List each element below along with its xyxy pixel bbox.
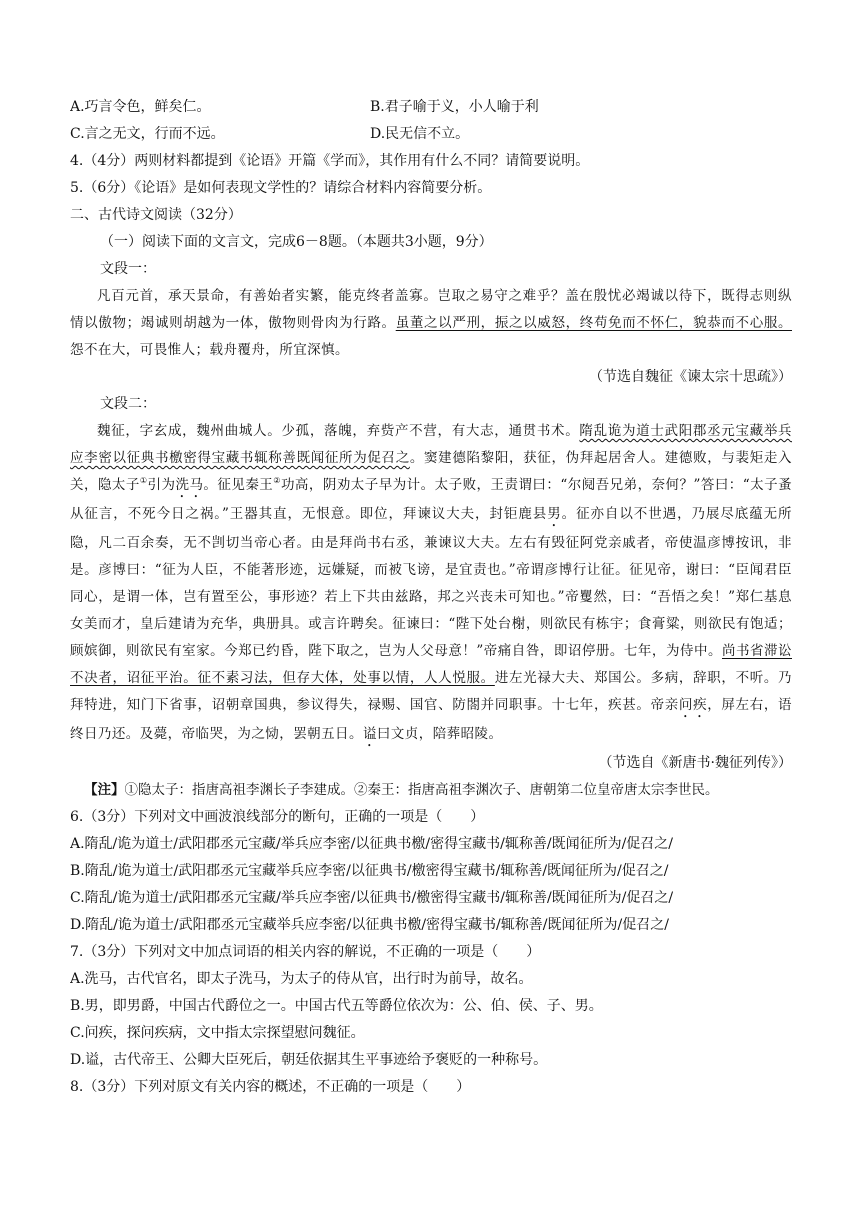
exam-page [70, 94, 792, 1101]
passage-1-part-b: 怨不在大，可畏惟人；载舟覆舟，所宜深慎。 [70, 342, 349, 358]
q3-option-a: A.巧言令色，鲜矣仁。 [70, 99, 211, 115]
dotted-word-shi: 谥 [362, 726, 377, 742]
q3-options-row-1 [70, 94, 792, 121]
passage-2-segment: 。征见秦王 [203, 477, 274, 493]
passage-1-text [70, 283, 792, 364]
note-label: 【注】 [84, 782, 125, 798]
annotation-note [70, 777, 792, 804]
subsection-1-heading: （一）阅读下面的文言文，完成6－8题。（本题共3小题，9分） [100, 234, 493, 250]
passage-2-segment: 引为 [147, 477, 176, 493]
question-4: 4.（4分）两则材料都提到《论语》开篇《学而》，其作用有什么不同？请简要说明。 [70, 153, 590, 169]
q6-option-c: C.隋乱/诡为道士/武阳郡丞元宝藏/举兵应李密/以征典书/檄密得宝藏书/辄称善/既闻征所为/促召之/ [70, 890, 674, 906]
passage-2-segment: ，屏左右，语终日乃还。及薨，帝临哭，为之恸，罢朝五日。 [70, 697, 792, 742]
section-2-title: 二、古代诗文阅读（32分） [70, 207, 242, 223]
q7-option-d: D.谥，古代帝王、公卿大臣死后，朝廷依据其生平事迹给予褒贬的一种称号。 [70, 1052, 548, 1068]
passage-2-segment: 。征亦自以不世遇，乃展尽底蕴无所隐，凡二百余奏，无不剀切当帝心者。由是拜尚书右丞，兼谏议大夫。左右有毁征阿党亲戚者，帝使温彦博按讯，非是。彦博曰：“征为人臣，不能著形迹，远嫌疑，而被飞谤，是宜责也。”帝谓彦博行让征。征见帝，谢曰：“臣闻君臣同心，是谓一体，岂有置至公，事形迹？若上下共由兹路，邦之兴丧未可知也。”帝矍然，曰：“吾悟之矣！”郑仁基息女美而才，皇后建请为充华，典册具。或言许聘矣。征谏曰：“陛下处台榭，则欲民有栋宇；食膏粱，则欲民有饱适；顾嫔御，则欲民有室家。今郑已约昏，陛下取之，岂为人父母意！”帝痛自咎，即诏停册。七年，为侍中。 [70, 506, 793, 659]
question-7-stem: 7.（3分）下列对文中加点词语的相关内容的解说，不正确的一项是（ ） [70, 944, 541, 960]
q7-option-a: A.洗马，古代官名，即太子洗马，为太子的侍从官，出行时为前导，故名。 [70, 971, 533, 987]
question-5: 5.（6分）《论语》是如何表现文学性的？请综合材料内容简要分析。 [70, 180, 492, 196]
q3-option-c: C.言之无文，行而不远。 [70, 126, 225, 142]
note-text: ①隐太子：指唐高祖李渊长子李建成。②秦王：指唐高祖李渊次子、唐朝第二位皇帝唐太宗李世民。 [124, 782, 719, 798]
passage-2-segment: 曰文贞，陪葬昭陵。 [376, 726, 503, 742]
passage-1-underlined-sentence: 虽董之以严刑，振之以威怒，终苟免而不怀仁，貌恭而不心服。 [395, 315, 792, 331]
underlined-sentence: 尚书省滞讼不决者，诏征平治。征不素习法，但存大体，处事以情，人人悦服。 [70, 643, 792, 686]
passage-2-source: （节选自《新唐书·魏征列传》） [598, 755, 792, 771]
passage-2-text [70, 418, 792, 750]
q3-option-b: B.君子喻于义，小人喻于利 [370, 99, 539, 115]
wavy-underlined-segment: 隋乱诡为道士武阳郡丞元宝藏举兵应李密以征典书檄密得宝藏书辄称善既闻征所为促召之 [70, 423, 792, 466]
passage-2-label: 文段二： [100, 396, 156, 412]
q6-option-a: A.隋乱/诡为道士/武阳郡丞元宝藏/举兵应李密/以征典书檄/密得宝藏书/辄称善/既闻征所为/促召之/ [70, 836, 674, 852]
q7-option-c: C.问疾，探问疾病，文中指太宗探望慰问魏征。 [70, 1025, 365, 1041]
passage-2-segment: 。窦建德陷黎阳，获征，伪拜起居舍人。建德败，与裴矩走入关，隐太子 [70, 450, 792, 493]
passage-2-segment: 功高，阴劝太子早为计。太子败，王责谓曰：“尔阋吾兄弟，奈何？”答曰：“太子蚤从征言，不死今日之祸。”王器其直，无恨意。即位，拜谏议大夫，封钜鹿县 [70, 477, 793, 522]
dotted-word-xima: 洗马 [175, 477, 204, 493]
note-mark-1: ① [139, 476, 148, 485]
dotted-word-nan: 男 [547, 506, 562, 522]
passage-1-source: （节选自魏征《谏太宗十思疏》） [589, 369, 792, 385]
passage-1-label: 文段一： [100, 261, 156, 277]
q3-options-row-2 [70, 121, 792, 148]
passage-1-part-a: 凡百元首，承天景命，有善始者实繁，能克终者盖寡。岂取之易守之难乎？盖在殷忧必竭诚以待下，既得志则纵情以傲物；竭诚则胡越为一体，傲物则骨肉为行路。 [70, 288, 792, 331]
question-6-stem: 6.（3分）下列对文中画波浪线部分的断句，正确的一项是（ ） [70, 809, 485, 825]
q6-option-d: D.隋乱/诡为道士/武阳郡丞元宝藏举兵应李密/以征典书檄/密得宝藏书/辄称善/既闻征所为/促召之/ [70, 917, 669, 933]
q7-option-b: B.男，即男爵，中国古代爵位之一。中国古代五等爵位依次为：公、伯、侯、子、男。 [70, 998, 603, 1014]
q6-option-b: B.隋乱/诡为道士/武阳郡丞元宝藏举兵应李密/以征典书/檄密得宝藏书/辄称善/既闻征所为/促召之/ [70, 863, 669, 879]
q3-option-d: D.民无信不立。 [370, 126, 470, 142]
question-8-stem: 8.（3分）下列对原文有关内容的概述，不正确的一项是（ ） [70, 1079, 471, 1095]
note-mark-2: ② [273, 476, 281, 485]
dotted-word-wenji: 问疾 [678, 697, 708, 713]
passage-2-segment: 进左光禄大夫、郑国公。多病，辞职，不听。乃拜特进，知门下省事，诏朝章国典，参议得失，禄赐、国官、防閤并同职事。十七年，疾甚。帝亲 [70, 670, 792, 713]
passage-2-segment: 魏征，字玄成，魏州曲城人。少孤，落魄，弃赀产不营，有大志，通贯书术。 [97, 423, 580, 439]
